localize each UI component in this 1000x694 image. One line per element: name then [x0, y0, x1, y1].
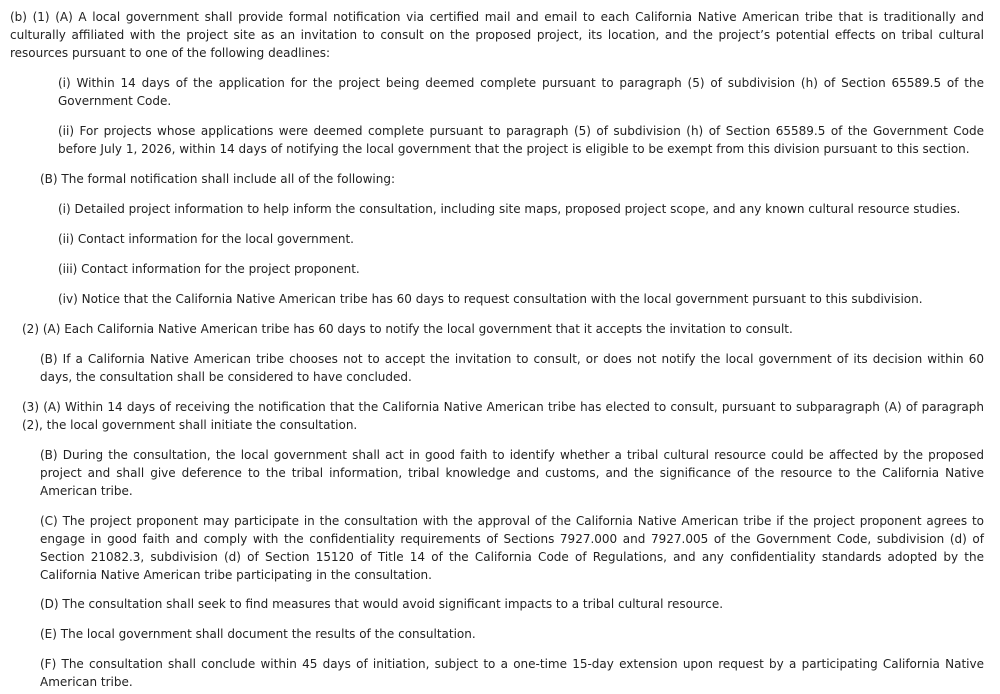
paragraph-b-3-F: (F) The consultation shall conclude within 45 days of initiation, subject to a one-time 15-day extension upon request by a participating California Native American tribe. [40, 657, 984, 689]
paragraph-b-2-B: (B) If a California Native American tribe chooses not to accept the invitation to consult, or does not notify the local government of its decision within 60 days, the consultation shall be considered to have concluded. [40, 352, 984, 384]
paragraph-b-3-A: (3) (A) Within 14 days of receiving the notification that the California Native American tribe has elected to consult, pursuant to subparagraph (A) of paragraph (2), the local government shall initiate the consultation. [22, 400, 984, 432]
paragraph-b-1-A: (b) (1) (A) A local government shall provide formal notification via certified mail and email to each California Native American tribe that is traditionally and culturally affiliated with the project site as an invitation to consult on the proposed project, its location, and the project’s potential effects on tribal cultural resources pursuant to one of the following deadlines: [10, 10, 984, 60]
paragraph-b-2-A: (2) (A) Each California Native American tribe has 60 days to notify the local government that it accepts the invitation to consult. [22, 322, 793, 336]
paragraph-b-3-C: (C) The project proponent may participate in the consultation with the approval of the California Native American tribe if the project proponent agrees to engage in good faith and comply with the confidentiality requirements of Sections 7927.000 and 7927.005 of the Government Code, subdivision (d) of Section 21082.3, subdivision (d) of Section 15120 of Title 14 of the California Code of Regulations, and any confidentiality standards adopted by the California Native American tribe participating in the consultation. [40, 514, 984, 582]
paragraph-b-3-B: (B) During the consultation, the local government shall act in good faith to identify whether a tribal cultural resource could be affected by the proposed project and shall give deference to the tribal information, tribal knowledge and customs, and the significance of the resource to the California Native American tribe. [40, 448, 984, 498]
paragraph-b-1-A-ii: (ii) For projects whose applications were deemed complete pursuant to paragraph (5) of subdivision (h) of Section 65589.5 of the Government Code before July 1, 2026, within 14 days of notifying the local government that the project is eligible to be exempt from this division pursuant to this section. [58, 124, 984, 156]
paragraph-b-1-B-i: (i) Detailed project information to help inform the consultation, including site maps, proposed project scope, and any known cultural resource studies. [58, 202, 961, 216]
paragraph-b-3-D: (D) The consultation shall seek to find measures that would avoid significant impacts to a tribal cultural resource. [40, 597, 724, 611]
paragraph-b-1-B-iv: (iv) Notice that the California Native American tribe has 60 days to request consultation with the local government pursuant to this subdivision. [58, 292, 923, 306]
paragraph-b-1-B: (B) The formal notification shall include all of the following: [40, 172, 396, 186]
paragraph-b-1-B-iii: (iii) Contact information for the project proponent. [58, 262, 360, 276]
paragraph-b-3-E: (E) The local government shall document the results of the consultation. [40, 627, 476, 641]
paragraph-b-1-B-ii: (ii) Contact information for the local government. [58, 232, 354, 246]
paragraph-b-1-A-i: (i) Within 14 days of the application for the project being deemed complete pursuant to paragraph (5) of subdivision (h) of Section 65589.5 of the Government Code. [58, 76, 984, 108]
